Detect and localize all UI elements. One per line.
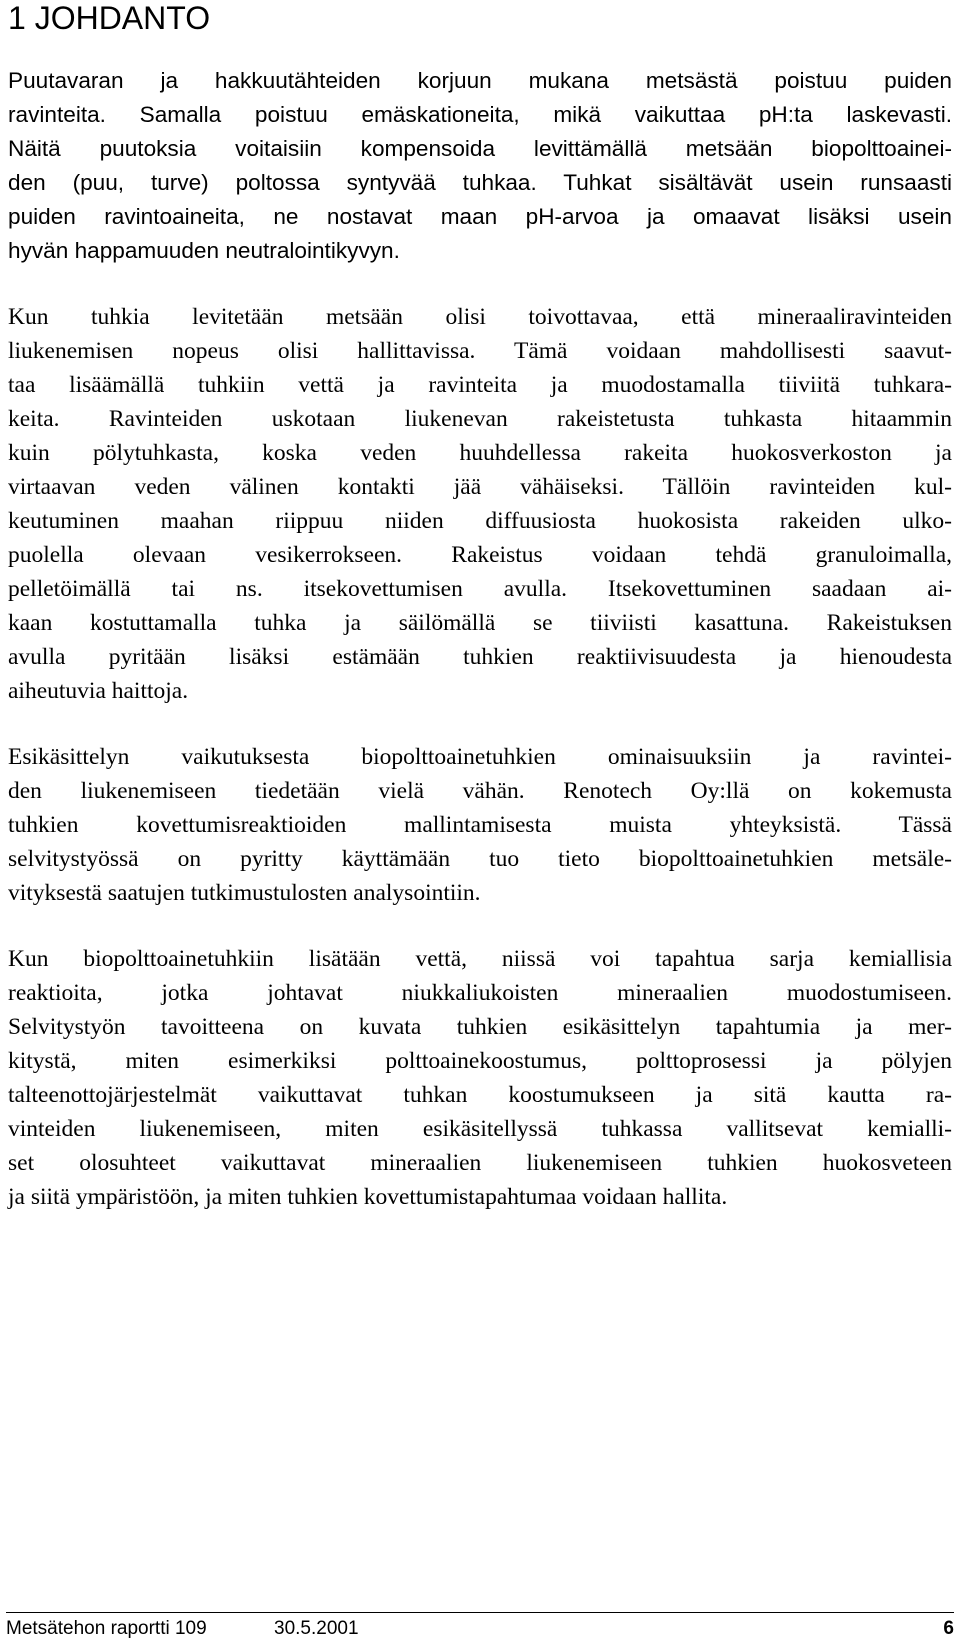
text-line: Puutavaran ja hakkuutähteiden korjuun mukana metsästä poistuu puiden: [8, 68, 952, 93]
text-line: den (puu, turve) poltossa syntyvää tuhkaa. Tuhkat sisältävät usein runsaasti: [8, 170, 952, 195]
footer-date: 30.5.2001: [274, 1618, 359, 1639]
footer-page-number: 6: [943, 1618, 954, 1639]
text-line: avulla pyritään lisäksi estämään tuhkien reaktiivisuudesta ja hienoudesta: [8, 644, 952, 670]
paragraph: [8, 300, 952, 708]
text-line: aiheutuvia haittoja.: [8, 678, 189, 704]
page-footer: [6, 1612, 954, 1639]
text-line: Kun tuhkia levitetään metsään olisi toivottavaa, että mineraaliravinteiden: [8, 304, 952, 330]
text-line: Näitä puutoksia voitaisiin kompensoida levittämällä metsään biopolttoainei-: [8, 136, 952, 161]
text-line: virtaavan veden välinen kontakti jää vähäiseksi. Tällöin ravinteiden kul-: [8, 474, 952, 500]
text-line: tuhkien kovettumisreaktioiden mallintamisesta muista yhteyksistä. Tässä: [8, 812, 952, 838]
paragraph: [8, 64, 952, 268]
footer-report-title: Metsätehon raportti 109: [6, 1618, 207, 1639]
paragraph: [8, 942, 952, 1214]
text-line: den liukenemiseen tiedetään vielä vähän. Renotech Oy:llä on kokemusta: [8, 778, 952, 804]
text-line: Esikäsittelyn vaikutuksesta biopolttoainetuhkien ominaisuuksiin ja ravintei-: [8, 744, 952, 770]
text-line: pelletöimällä tai ns. itsekovettumisen avulla. Itsekovettuminen saadaan ai-: [8, 576, 952, 602]
text-line: ja siitä ympäristöön, ja miten tuhkien kovettumistapahtumaa voidaan hallita.: [8, 1184, 728, 1210]
text-line: Kun biopolttoainetuhkiin lisätään vettä, niissä voi tapahtua sarja kemiallisia: [8, 946, 952, 972]
text-line: taa lisäämällä tuhkiin vettä ja ravinteita ja muodostamalla tiiviitä tuhkara-: [8, 372, 952, 398]
text-line: vityksestä saatujen tutkimustulosten analysointiin.: [8, 880, 481, 906]
text-line: hyvän happamuuden neutralointikyvyn.: [8, 238, 400, 263]
body-text: [8, 64, 952, 1246]
text-line: liukenemisen nopeus olisi hallittavissa. Tämä voidaan mahdollisesti saavut-: [8, 338, 952, 364]
text-line: selvitystyössä on pyritty käyttämään tuo tieto biopolttoainetuhkien metsäle-: [8, 846, 952, 872]
text-line: Selvitystyön tavoitteena on kuvata tuhkien esikäsittelyn tapahtumia ja mer-: [8, 1014, 952, 1040]
text-line: talteenottojärjestelmät vaikuttavat tuhkan koostumukseen ja sitä kautta ra-: [8, 1082, 952, 1108]
text-line: puolella olevaan vesikerrokseen. Rakeistus voidaan tehdä granuloimalla,: [8, 542, 952, 568]
text-line: reaktioita, jotka johtavat niukkaliukoisten mineraalien muodostumiseen.: [8, 980, 952, 1006]
text-line: ravinteita. Samalla poistuu emäskationeita, mikä vaikuttaa pH:ta laskevasti.: [8, 102, 952, 127]
text-line: kaan kostuttamalla tuhka ja säilömällä se tiiviisti kasattuna. Rakeistuksen: [8, 610, 952, 636]
text-line: kuin pölytuhkasta, koska veden huuhdellessa rakeita huokosverkoston ja: [8, 440, 952, 466]
text-line: kitystä, miten esimerkiksi polttoainekoostumus, polttoprosessi ja pölyjen: [8, 1048, 952, 1074]
section-heading: 1 JOHDANTO: [8, 0, 211, 36]
text-line: set olosuhteet vaikuttavat mineraalien liukenemiseen tuhkien huokosveteen: [8, 1150, 952, 1176]
text-line: keutuminen maahan riippuu niiden diffuusiosta huokosista rakeiden ulko-: [8, 508, 952, 534]
text-line: vinteiden liukenemiseen, miten esikäsitellyssä tuhkassa vallitsevat kemialli-: [8, 1116, 952, 1142]
text-line: keita. Ravinteiden uskotaan liukenevan rakeistetusta tuhkasta hitaammin: [8, 406, 952, 432]
text-line: puiden ravintoaineita, ne nostavat maan pH-arvoa ja omaavat lisäksi usein: [8, 204, 952, 229]
paragraph: [8, 740, 952, 910]
